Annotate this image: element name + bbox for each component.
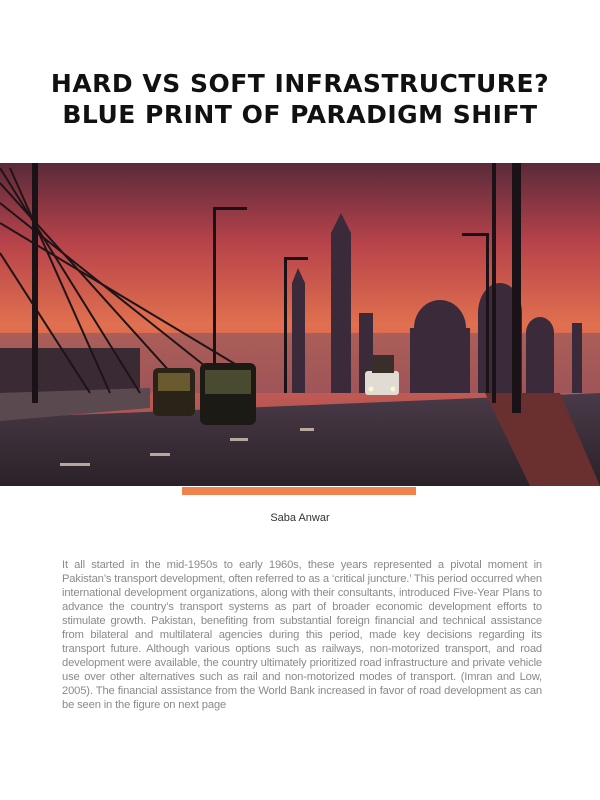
accent-bar (182, 487, 416, 495)
article-title-line-1: HARD VS SOFT INFRASTRUCTURE? (50, 69, 550, 98)
article-title-line-2: BLUE PRINT OF PARADIGM SHIFT (62, 100, 538, 129)
article-author: Saba Anwar (270, 512, 330, 524)
hero-photo-sunset-road-with-mosque (0, 163, 600, 486)
article-title (0, 68, 600, 130)
article-body-text: It all started in the mid-1950s to early 1960s, these years represented a pivotal moment in Pakistan’s transport development, often referred to as a ‘critical juncture.’ This period occurred when international development organizations, along with their consultants, introduced Five-Year Plans to advance the country’s transport systems as part of broader economic development efforts to stimulate growth. Pakistan, benefiting from substantial foreign financial and technical assistance from bilateral and multilateral agencies during this period, made key decisions regarding its transport future. Although various options such as railways, non-motorized transport, and road development were available, the country ultimately prioritized road infrastructure and private vehicle use over other alternatives such as rail and non-motorized modes of transport. (Imran and Low, 2005). The financial assistance from the World Bank increased in favor of road development as can be seen in the figure on next page (62, 559, 542, 711)
